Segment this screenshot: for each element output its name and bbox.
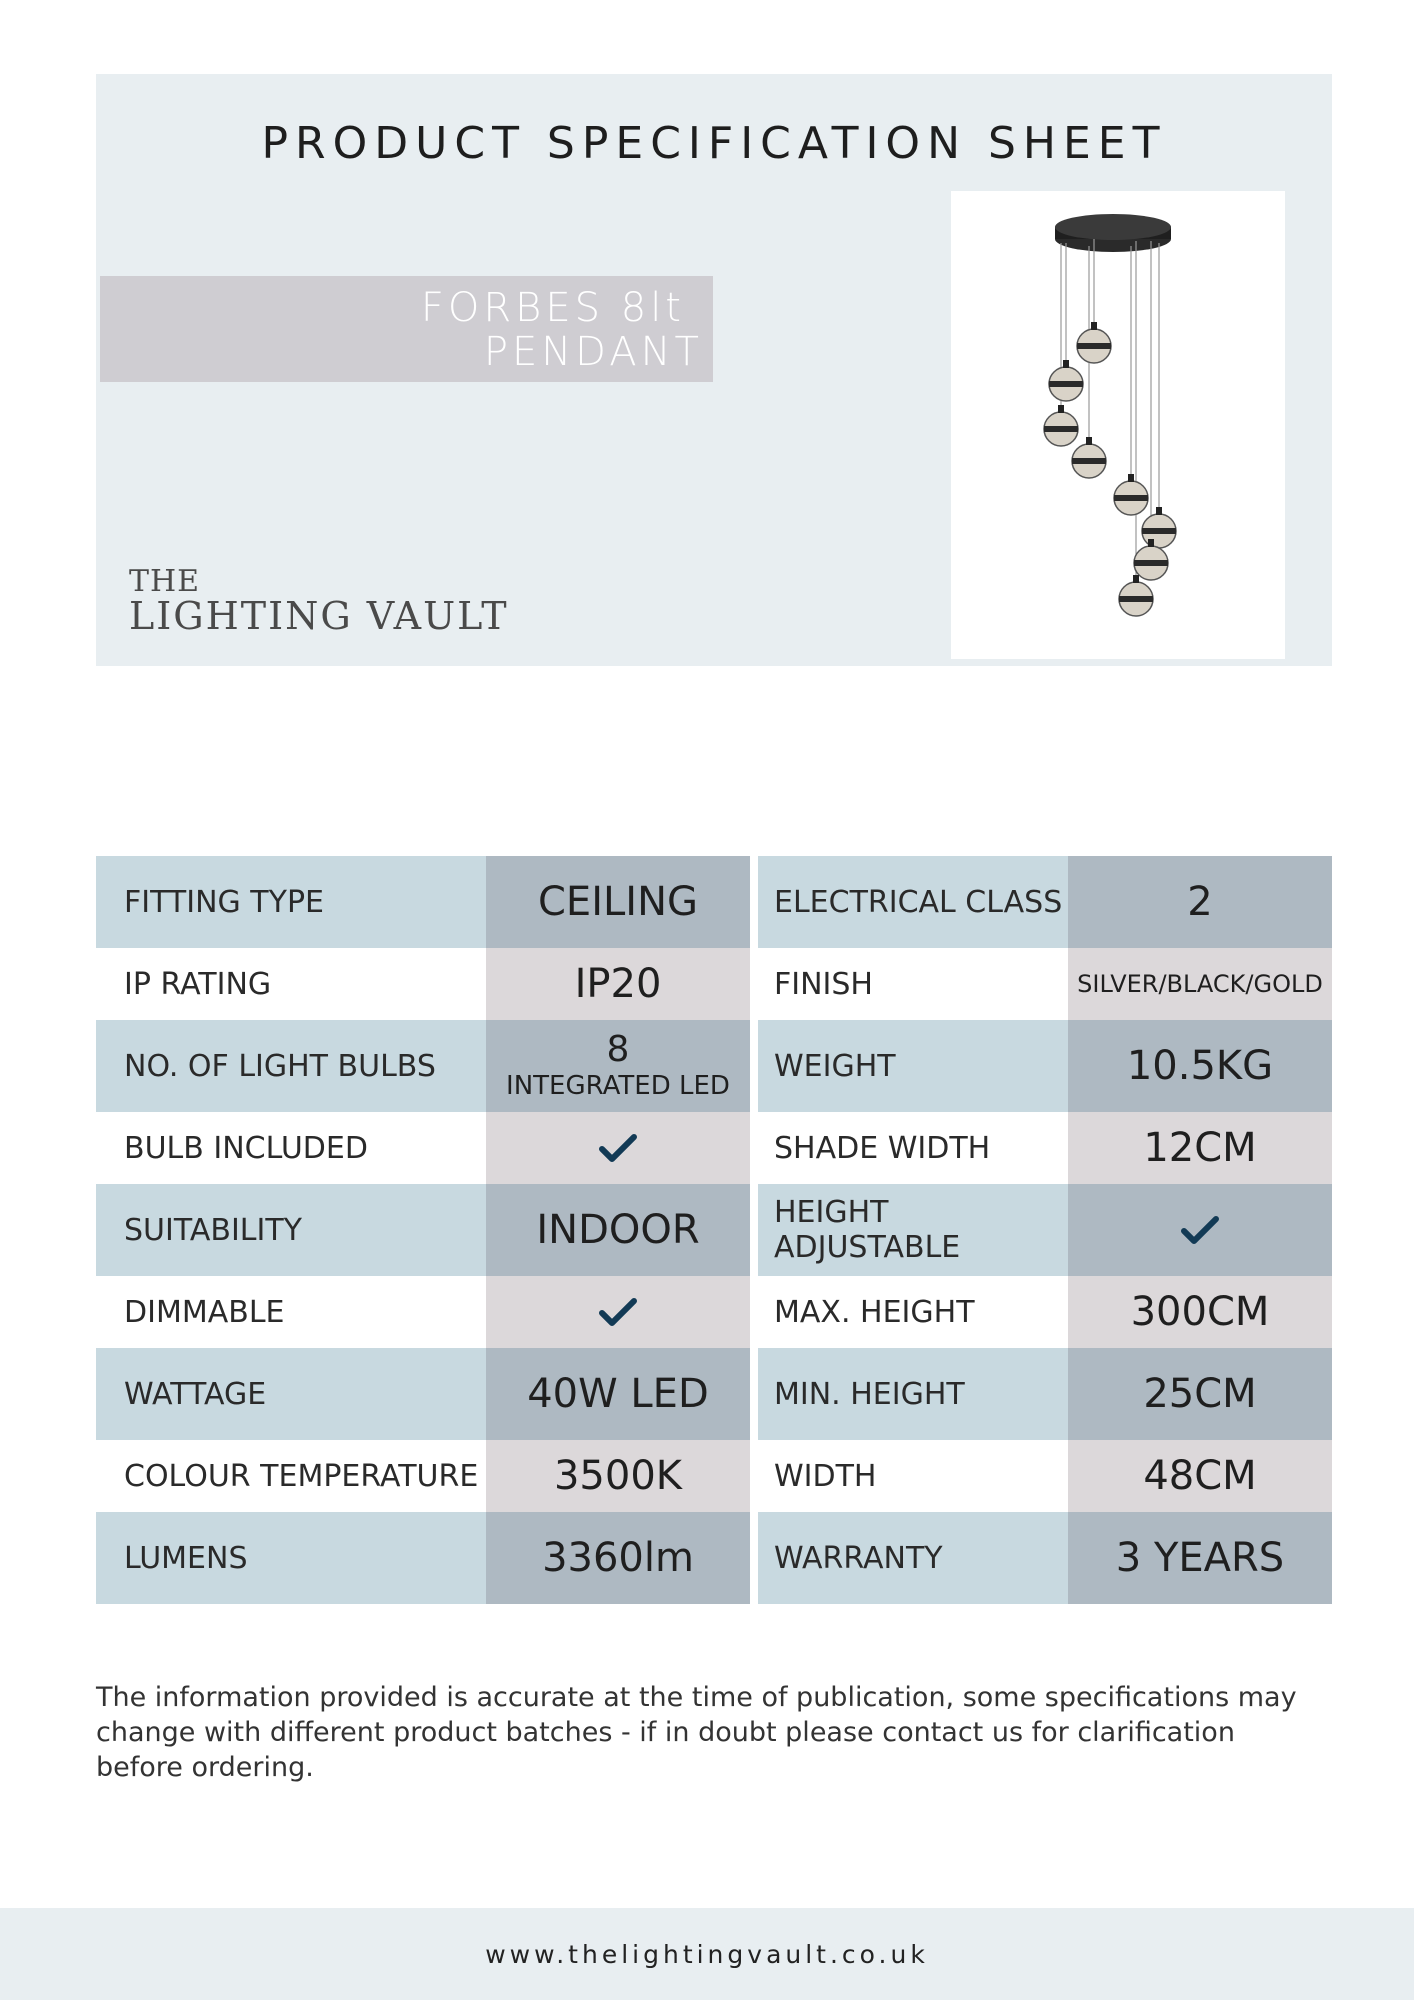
product-name-line-2: PENDANT: [483, 329, 703, 375]
spec-label: MIN. HEIGHT: [758, 1348, 1068, 1440]
disclaimer-text: The information provided is accurate at the time of publication, some specifications may change with different product batches - if in doubt please contact us for clarification before ordering.: [96, 1682, 1297, 1783]
page-title: PRODUCT SPECIFICATION SHEET: [261, 118, 1167, 169]
spec-value: 12CM: [1068, 1112, 1332, 1184]
spec-value: 48CM: [1068, 1440, 1332, 1512]
spec-value: [486, 1020, 750, 1112]
product-name-line-1: FORBES 8lt: [420, 285, 685, 331]
spec-value: 10.5KG: [1068, 1020, 1332, 1112]
check-icon: [598, 1297, 638, 1327]
spec-value: 2: [1068, 856, 1332, 948]
header-panel: [96, 74, 1332, 666]
spec-value: 25CM: [1068, 1348, 1332, 1440]
spec-label: SUITABILITY: [96, 1184, 486, 1276]
spec-label: IP RATING: [96, 948, 486, 1020]
spec-label: HEIGHT ADJUSTABLE: [758, 1184, 1068, 1276]
spec-label: WARRANTY: [758, 1512, 1068, 1604]
spec-value: [486, 1276, 750, 1348]
spec-value: [486, 1112, 750, 1184]
spec-label: SHADE WIDTH: [758, 1112, 1068, 1184]
pendant-light-illustration: [951, 191, 1285, 659]
spec-label: BULB INCLUDED: [96, 1112, 486, 1184]
brand-logo-the: THE: [129, 564, 201, 599]
check-icon: [1180, 1215, 1220, 1245]
spec-value-subtext: INTEGRATED LED: [506, 1071, 730, 1101]
spec-label: FITTING TYPE: [96, 856, 486, 948]
spec-label: ELECTRICAL CLASS: [758, 856, 1068, 948]
spec-value: 300CM: [1068, 1276, 1332, 1348]
spec-label: MAX. HEIGHT: [758, 1276, 1068, 1348]
spec-value: SILVER/BLACK/GOLD: [1068, 948, 1332, 1020]
spec-label: FINISH: [758, 948, 1068, 1020]
brand-logo-name: LIGHTING VAULT: [129, 594, 509, 638]
check-icon: [598, 1133, 638, 1163]
spec-label: DIMMABLE: [96, 1276, 486, 1348]
spec-value: 3 YEARS: [1068, 1512, 1332, 1604]
spec-label: NO. OF LIGHT BULBS: [96, 1020, 486, 1112]
product-image: [951, 191, 1285, 659]
spec-value: CEILING: [486, 856, 750, 948]
spec-label: WEIGHT: [758, 1020, 1068, 1112]
spec-label: WATTAGE: [96, 1348, 486, 1440]
spec-value: INDOOR: [486, 1184, 750, 1276]
spec-label: LUMENS: [96, 1512, 486, 1604]
spec-value: [1068, 1184, 1332, 1276]
spec-value: 3500K: [486, 1440, 750, 1512]
spec-value: 3360lm: [486, 1512, 750, 1604]
spec-value: 40W LED: [486, 1348, 750, 1440]
spec-label: WIDTH: [758, 1440, 1068, 1512]
footer: [0, 1908, 1414, 2000]
spec-value-number: 8: [606, 1029, 630, 1070]
product-name-banner: [100, 276, 713, 382]
spec-value: IP20: [486, 948, 750, 1020]
spec-label: COLOUR TEMPERATURE: [96, 1440, 486, 1512]
footer-url[interactable]: www.thelightingvault.co.uk: [485, 1939, 929, 1969]
